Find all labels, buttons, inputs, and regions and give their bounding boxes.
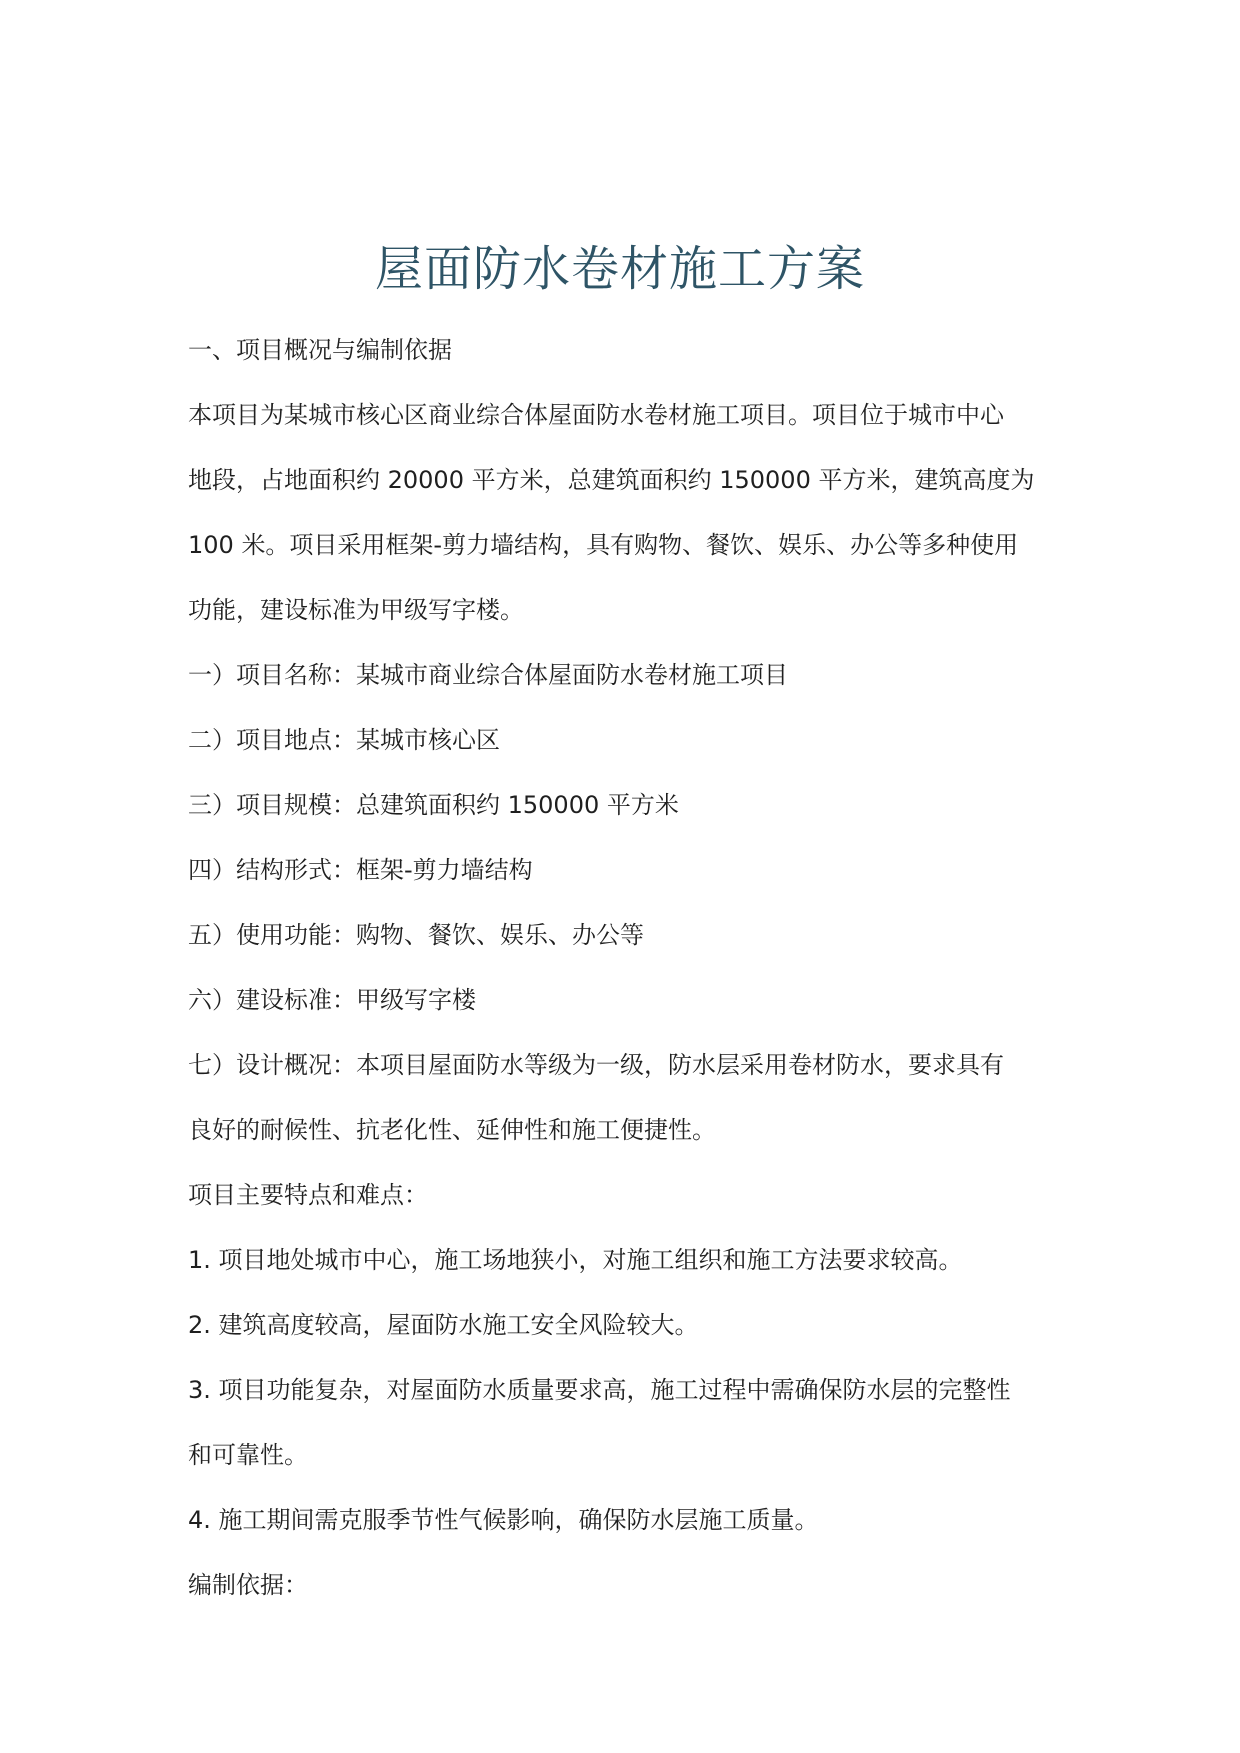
feature-item: 1. 项目地处城市中心，施工场地狭小，对施工组织和施工方法要求较高。 bbox=[188, 1246, 963, 1274]
feature-item: 4. 施工期间需克服季节性气候影响，确保防水层施工质量。 bbox=[188, 1506, 819, 1534]
feature-item: 2. 建筑高度较高，屋面防水施工安全风险较大。 bbox=[188, 1311, 699, 1339]
project-item-structure: 四）结构形式：框架-剪力墙结构 bbox=[188, 856, 533, 884]
design-overview-line: 七）设计概况：本项目屋面防水等级为一级，防水层采用卷材防水，要求具有 bbox=[188, 1051, 1004, 1079]
project-item-scale: 三）项目规模：总建筑面积约 150000 平方米 bbox=[188, 791, 679, 819]
project-item-standard: 六）建设标准：甲级写字楼 bbox=[188, 986, 476, 1014]
intro-line: 本项目为某城市核心区商业综合体屋面防水卷材施工项目。项目位于城市中心 bbox=[188, 401, 1004, 429]
design-overview-line: 良好的耐候性、抗老化性、延伸性和施工便捷性。 bbox=[188, 1116, 716, 1144]
document-title: 屋面防水卷材施工方案 bbox=[374, 241, 865, 298]
project-item-name: 一）项目名称：某城市商业综合体屋面防水卷材施工项目 bbox=[188, 661, 788, 689]
section-heading: 一、项目概况与编制依据 bbox=[188, 336, 452, 364]
intro-line: 功能，建设标准为甲级写字楼。 bbox=[188, 596, 524, 624]
features-heading: 项目主要特点和难点： bbox=[188, 1181, 428, 1209]
document-body bbox=[188, 318, 1068, 1618]
feature-item: 3. 项目功能复杂，对屋面防水质量要求高，施工过程中需确保防水层的完整性 bbox=[188, 1376, 1011, 1404]
project-item-location: 二）项目地点：某城市核心区 bbox=[188, 726, 500, 754]
intro-line: 100 米。项目采用框架-剪力墙结构，具有购物、餐饮、娱乐、办公等多种使用 bbox=[188, 531, 1019, 559]
basis-heading: 编制依据： bbox=[188, 1571, 308, 1599]
feature-item-continuation: 和可靠性。 bbox=[188, 1441, 308, 1469]
intro-line: 地段，占地面积约 20000 平方米，总建筑面积约 150000 平方米，建筑高度为 bbox=[188, 466, 1035, 494]
project-item-function: 五）使用功能：购物、餐饮、娱乐、办公等 bbox=[188, 921, 644, 949]
